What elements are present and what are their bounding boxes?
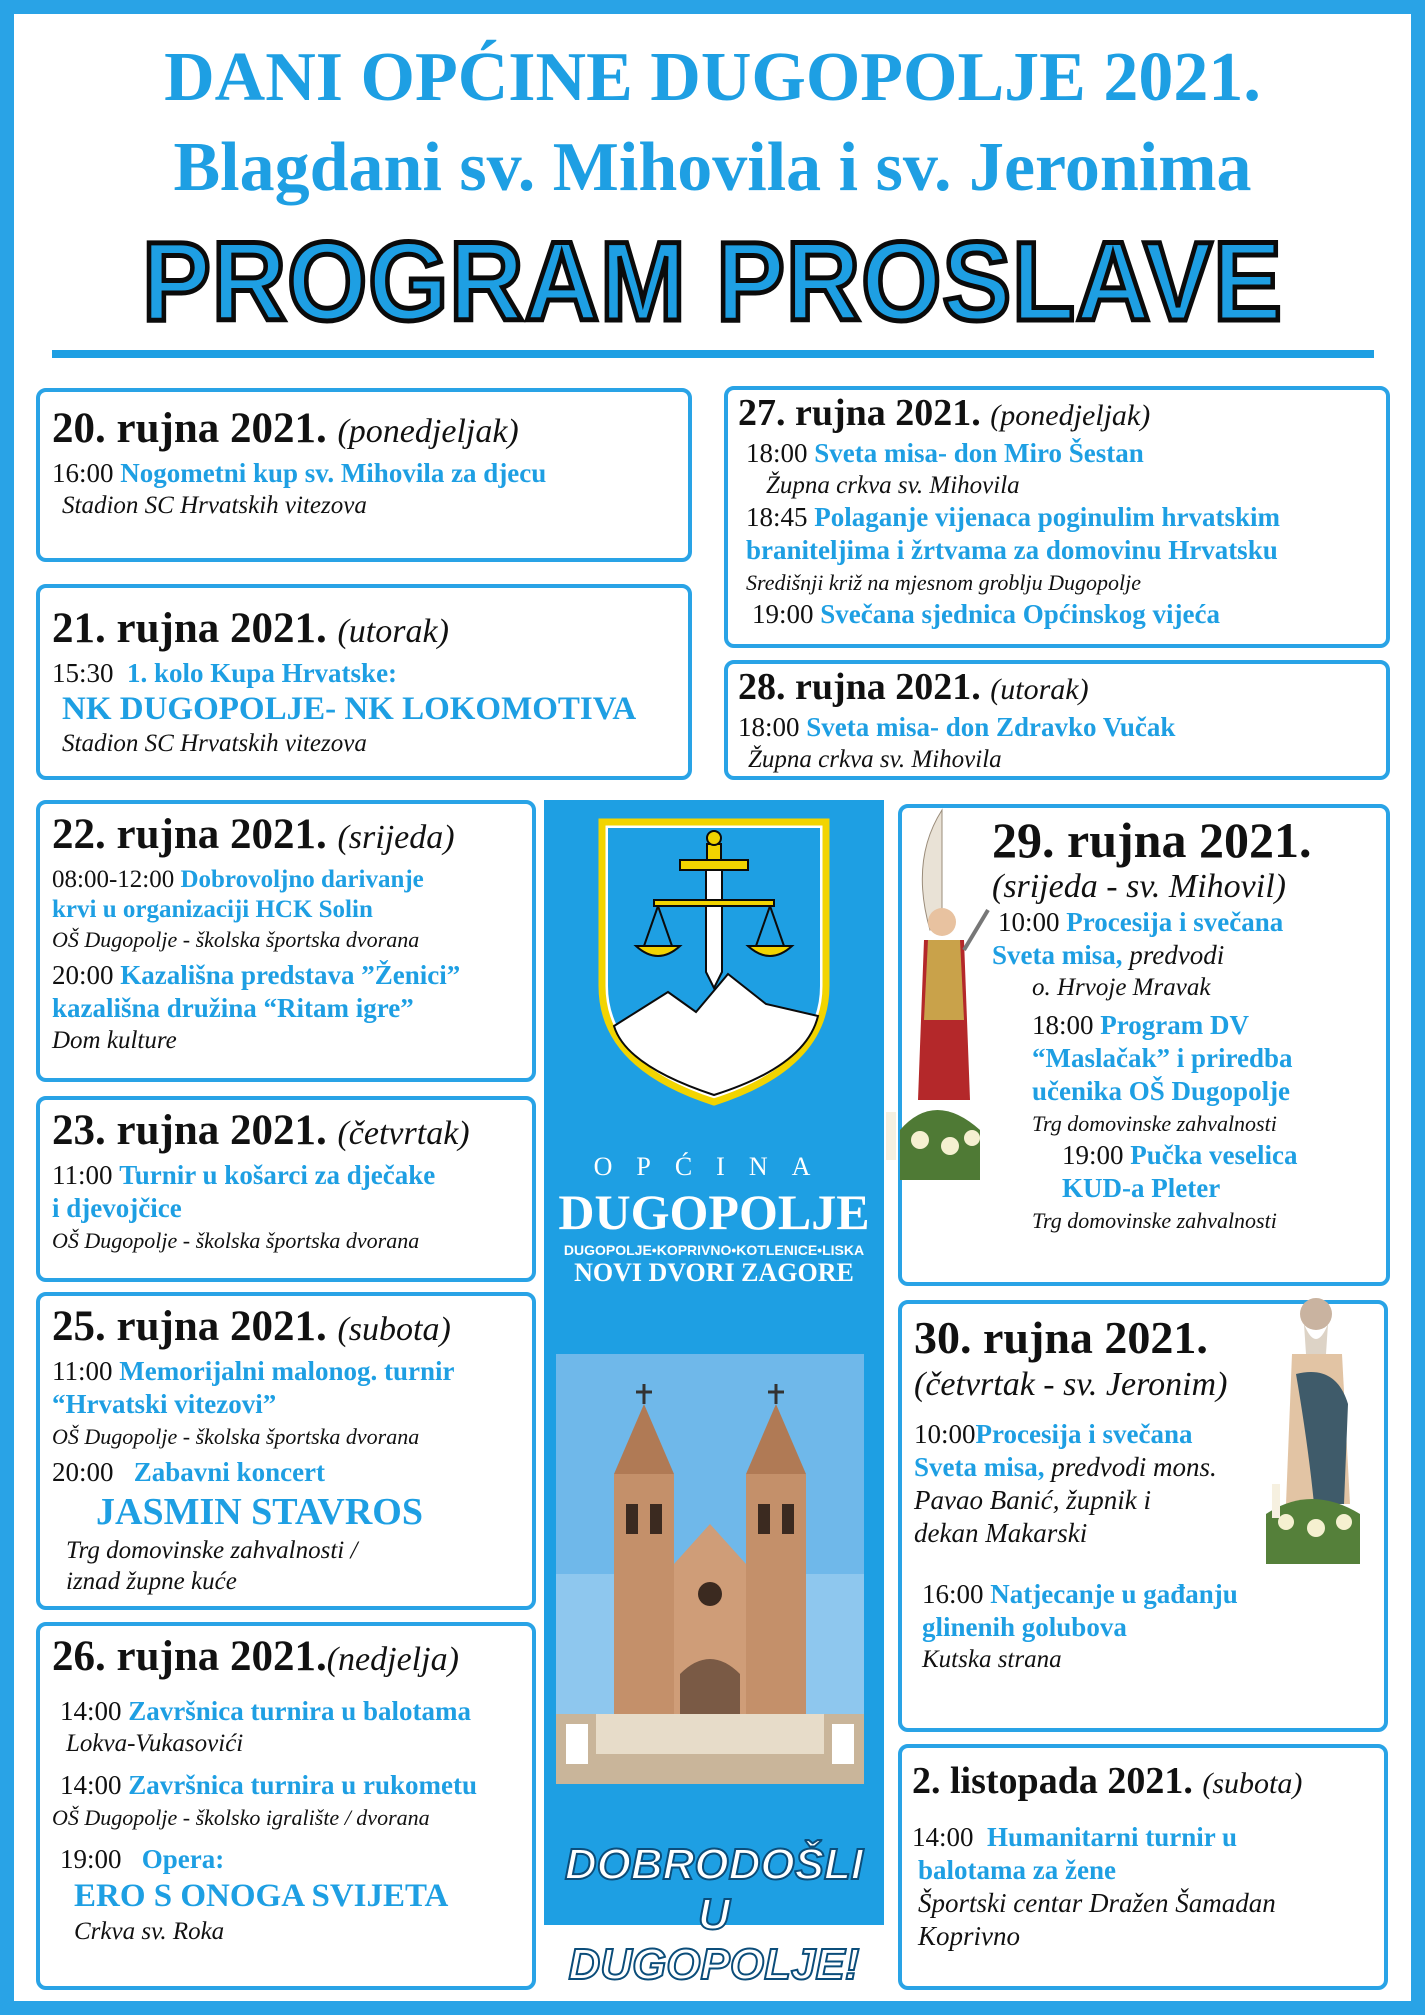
day-of-week: (subota): [1202, 1767, 1303, 1800]
church-photo: [556, 1354, 864, 1784]
day-of-week: (utorak): [990, 673, 1089, 706]
day-card-21: [36, 584, 692, 780]
event-time: 18:45: [746, 502, 808, 532]
day-of-week: (četvrtak): [337, 1115, 470, 1152]
event-title: Nogometni kup sv. Mihovila za djecu: [120, 458, 547, 488]
event-title: Zabavni koncert: [133, 1457, 326, 1487]
day-card-20: [36, 388, 692, 562]
day-date-text: 25. rujna 2021.: [52, 1303, 327, 1350]
day-card-26: [36, 1622, 536, 1990]
event-note: predvodi mons.: [1044, 1452, 1217, 1482]
event-place: Trg domovinske zahvalnosti: [1032, 1208, 1277, 1233]
day-of-week: (ponedjeljak): [990, 399, 1151, 432]
event-title-2: glinenih golubova: [922, 1612, 1127, 1642]
event-line: [52, 1159, 520, 1192]
event-place-name: OŠ Dugopolje: [52, 1805, 178, 1830]
day-date-text: 28. rujna 2021.: [738, 666, 981, 708]
day-date-text: 20. rujna 2021.: [52, 405, 327, 452]
event-place-name: OŠ Dugopolje: [52, 927, 178, 952]
event-title-2: NK DUGOPOLJE- NK LOKOMOTIVA: [62, 691, 637, 727]
event-place: Crkva sv. Roka: [74, 1918, 225, 1945]
event-time: 20:00: [52, 1457, 114, 1487]
event-line: [992, 1009, 1376, 1042]
event-place-detail: - školsko igralište / dvorana: [177, 1805, 430, 1830]
event-title: Natjecanje u gađanju: [990, 1579, 1238, 1609]
day-date: [52, 1106, 520, 1159]
event-line: [52, 1355, 520, 1388]
event-time: 08:00-12:00: [52, 866, 175, 893]
event-line: [52, 1695, 520, 1728]
event-time: 20:00: [52, 960, 114, 990]
event-time: 10:00: [914, 1419, 976, 1449]
day-card-27: [724, 386, 1390, 648]
event-line: [738, 711, 1376, 744]
event-line: [52, 1769, 520, 1802]
event-line: [52, 1456, 520, 1489]
event-title: Opera:: [141, 1844, 225, 1874]
event-time: 14:00: [60, 1696, 122, 1726]
coat-of-arms: [596, 816, 832, 1106]
event-time: 16:00: [922, 1579, 984, 1609]
day-date: [738, 666, 1376, 711]
day-card-23: [36, 1096, 536, 1282]
event-title: Dobrovoljno darivanje: [180, 866, 424, 893]
day-of-week: (srijeda): [337, 819, 455, 856]
event-place: Središnji križ na mjesnom groblju Dugopolje: [746, 570, 1141, 595]
event-place: Župna crkva sv. Mihovila: [766, 472, 1020, 499]
event-line: [52, 657, 676, 690]
event-title-2: Sveta misa,: [992, 940, 1123, 970]
event-place: Stadion SC Hrvatskih vitezova: [62, 492, 367, 519]
event-title-2: Sveta misa,: [914, 1452, 1045, 1482]
event-celebrant-2: dekan Makarski: [914, 1518, 1088, 1548]
event-time: 11:00: [52, 1356, 113, 1386]
event-time: 10:00: [998, 907, 1060, 937]
day-date: 30. rujna 2021.: [914, 1312, 1208, 1363]
event-place: Kutska strana: [922, 1646, 1062, 1673]
title-line-2: Blagdani sv. Mihovila i sv. Jeronima: [173, 129, 1252, 206]
day-date: [52, 1632, 520, 1685]
event-title: Procesija i svečana: [1066, 907, 1284, 937]
event-title: Humanitarni turnir u: [987, 1822, 1238, 1852]
event-title: Program DV: [1100, 1010, 1249, 1040]
day-of-week: (subota): [337, 1311, 451, 1348]
day-date-text: 23. rujna 2021.: [52, 1107, 327, 1154]
event-place-detail: - školska športska dvorana: [177, 1424, 420, 1449]
event-time: 14:00: [912, 1822, 974, 1852]
event-title: Pučka veselica: [1130, 1140, 1298, 1170]
event-title-2: “Maslačak” i priredba: [1032, 1043, 1293, 1073]
villages-line-2: NOVI DVORI ZAGORE: [574, 1258, 854, 1287]
st-michael-statue: [880, 800, 990, 1220]
day-card-02-oct: [898, 1744, 1388, 1990]
event-title: Završnica turnira u rukometu: [128, 1770, 478, 1800]
villages-line: DUGOPOLJE•KOPRIVNO•KOTLENICE•LISKA: [563, 1242, 865, 1258]
event-line-2: [992, 939, 1376, 972]
event-time: 18:00: [746, 438, 808, 468]
welcome-line-1: DOBRODOŠLI U: [564, 1840, 864, 1939]
day-date: [738, 392, 1376, 437]
event-place: Športski centar Dražen Šamadan: [918, 1888, 1276, 1918]
event-line: [738, 598, 1376, 631]
hero-title: PROGRAM PROSLAVE: [142, 219, 1283, 344]
title-line-1: DANI OPĆINE DUGOPOLJE 2021.: [164, 39, 1261, 116]
event-place: Trg domovinske zahvalnosti: [1032, 1111, 1277, 1136]
event-place-name: OŠ Dugopolje: [52, 1424, 178, 1449]
day-date: [52, 604, 676, 657]
event-line: [52, 457, 676, 490]
event-place-2: iznad župne kuće: [66, 1568, 237, 1595]
event-line: [738, 437, 1376, 470]
event-line: [52, 959, 520, 992]
day-card-22: [36, 800, 536, 1082]
event-place: [52, 1802, 520, 1833]
event-title: Sveta misa- don Miro Šestan: [814, 438, 1144, 468]
event-place: Stadion SC Hrvatskih vitezova: [62, 730, 367, 757]
welcome-text: [544, 1840, 884, 1990]
event-time: 19:00: [1062, 1140, 1124, 1170]
event-place: [52, 924, 520, 955]
day-date-text: 21. rujna 2021.: [52, 605, 327, 652]
day-date-text: 22. rujna 2021.: [52, 811, 327, 858]
day-of-week: (četvrtak - sv. Jeronim): [914, 1366, 1228, 1403]
event-place-detail: - školska športska dvorana: [177, 927, 420, 952]
hero-underline: [52, 350, 1374, 358]
event-title: Memorijalni malonog. turnir: [119, 1356, 455, 1386]
event-line: [738, 501, 1376, 534]
event-line: [992, 906, 1376, 939]
event-time: 18:00: [738, 712, 800, 742]
event-place-2: Koprivno: [918, 1921, 1021, 1951]
day-date: [912, 1756, 1374, 1809]
day-date: [52, 404, 676, 457]
event-place: [52, 1421, 520, 1452]
event-title-2: braniteljima i žrtvama za domovinu Hrvatsku: [746, 535, 1278, 565]
event-title-2: kazališna družina “Ritam igre”: [52, 993, 414, 1023]
event-note: predvodi: [1122, 940, 1225, 970]
event-time: 14:00: [60, 1770, 122, 1800]
event-line: [992, 1139, 1376, 1172]
event-title: Svečana sjednica Općinskog vijeća: [820, 599, 1221, 629]
day-card-25: [36, 1292, 536, 1610]
event-title: 1. kolo Kupa Hrvatske:: [127, 658, 398, 688]
welcome-line-2: DUGOPOLJE!: [568, 1940, 860, 1989]
day-date-text: 27. rujna 2021.: [738, 392, 981, 434]
municipality-word: OPĆINA: [593, 1152, 835, 1181]
event-time: 19:00: [60, 1844, 122, 1874]
event-title: Polaganje vijenaca poginulim hrvatskim: [814, 502, 1281, 532]
day-date-text: 2. listopada 2021.: [912, 1760, 1193, 1802]
event-title-2: balotama za žene: [918, 1855, 1116, 1885]
event-time: 18:00: [1032, 1010, 1094, 1040]
event-place: Dom kulture: [52, 1027, 177, 1054]
event-celebrant: Pavao Banić, župnik i: [914, 1485, 1151, 1515]
event-line: [52, 863, 520, 896]
day-of-week: (utorak): [337, 613, 449, 650]
municipality-name: DUGOPOLJE: [558, 1184, 870, 1240]
event-title-2: KUD-a Pleter: [1062, 1173, 1221, 1203]
event-place: Župna crkva sv. Mihovila: [748, 746, 1002, 773]
day-of-week: (nedjelja): [326, 1641, 459, 1678]
event-title-3: učenika OŠ Dugopolje: [1032, 1076, 1291, 1106]
day-of-week: (srijeda - sv. Mihovil): [992, 868, 1286, 905]
event-place-detail: - školska športska dvorana: [177, 1228, 420, 1253]
performance-name: ERO S ONOGA SVIJETA: [74, 1878, 449, 1914]
event-title: Turnir u košarci za dječake: [119, 1160, 436, 1190]
event-line: [912, 1821, 1374, 1854]
event-line: [52, 1843, 520, 1876]
day-of-week: (ponedjeljak): [337, 413, 519, 450]
event-title-2: i djevojčice: [52, 1193, 182, 1223]
event-title: Završnica turnira u balotama: [128, 1696, 472, 1726]
st-jerome-statue: [1256, 1284, 1366, 1584]
event-title-2: krvi u organizaciji HCK Solin: [52, 896, 373, 923]
event-place-name: OŠ Dugopolje: [52, 1228, 178, 1253]
event-time: 19:00: [752, 599, 814, 629]
performer-name: JASMIN STAVROS: [96, 1491, 423, 1533]
event-title: Sveta misa- don Zdravko Vučak: [806, 712, 1176, 742]
event-title: Kazališna predstava ”Ženici”: [120, 960, 461, 990]
day-card-28: [724, 660, 1390, 780]
day-date: [52, 1302, 520, 1355]
event-celebrant: o. Hrvoje Mravak: [1032, 974, 1211, 1001]
event-time: 16:00: [52, 458, 114, 488]
day-date: 29. rujna 2021.: [992, 812, 1312, 868]
event-title: Procesija i svečana: [975, 1419, 1193, 1449]
event-place: [52, 1225, 520, 1256]
event-title-2: “Hrvatski vitezovi”: [52, 1389, 277, 1419]
event-time: 11:00: [52, 1160, 113, 1190]
day-date-text: 26. rujna 2021.: [52, 1633, 327, 1680]
event-place: Lokva-Vukasovići: [66, 1730, 244, 1757]
event-time: 15:30: [52, 658, 114, 688]
event-place: Trg domovinske zahvalnosti /: [66, 1537, 358, 1564]
day-date: [52, 810, 520, 863]
